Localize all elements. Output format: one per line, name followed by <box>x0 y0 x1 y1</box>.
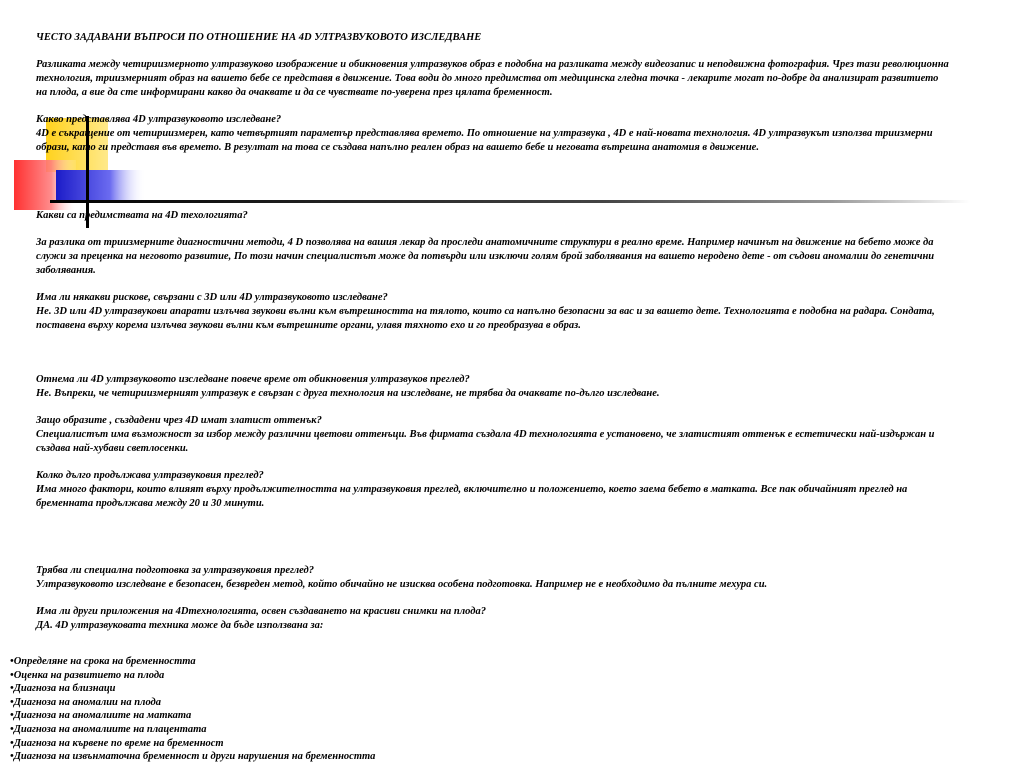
faq-answer-line: ДА. 4D ултразвуковата техника може да бъде използвана за: <box>36 620 324 631</box>
list-item: •Диагноза на аномалиите на матката <box>10 710 192 722</box>
faq-question: Трябва ли специална подготовка за ултразвуковия преглед? <box>36 565 314 576</box>
faq-answer-line: Не. 3D или 4D ултразвукови апарати излъчва звукови вълни към вътрешността на тялото, които са напълно безопасни за вас и за вашето дете. Технологията е подобна на радара. Сондата, <box>36 306 935 317</box>
faq-answer-line: заболявания. <box>36 265 96 276</box>
list-item: •Диагноза на аномалии на плода <box>10 696 162 708</box>
blue-block <box>56 170 146 200</box>
bullet-icon: • <box>10 723 14 735</box>
faq-answer-line: създава най-хубави светлосенки. <box>36 443 189 454</box>
faq-answer-line: Има много фактори, които влияят върху продължителността на ултразвуковия преглед, включително и положението, което заема бебето в матката. Все пак обичайният преглед на <box>36 484 908 495</box>
faq-answer-line: служи за преценка на неговото развитие, По този начин специалистът може да потвърди или изключи голям брой заболявания на вашето неродено дете - от съдови аномалии до генетични <box>36 251 935 262</box>
horizontal-rule <box>50 200 970 203</box>
bullet-icon: • <box>10 669 14 681</box>
faq-answer-line: За разлика от триизмерните диагностични методи, 4 D позволява на вашия лекар да проследи анатомичните структури в реално време. Например начинът на движение на бебето може да <box>36 237 934 248</box>
intro-line: на плода, а вие да сте информирани какво да очаквате и да се чувствате по-уверена през цялата бременност. <box>36 87 553 98</box>
faq-question: Отнема ли 4D ултрзвуковото изследване повече време от обикновения ултразвуков преглед? <box>36 374 470 385</box>
bullet-icon: • <box>10 751 14 763</box>
list-item: •Определяне на срока на бременността <box>10 656 196 667</box>
faq-answer-line: Ултразвуковото изследване е безопасен, безвреден метод, който обичайно не изисква особена подготовка. Например не е необходимо да пълните мехура си. <box>36 579 768 590</box>
faq-answer-line: 4D е съкращение от четириизмерен, като четвъртият параметър представлява времето. По отношение на ултразвука , 4D е най-новата технология. 4D ултразвукът използва триизмерни <box>36 128 933 139</box>
faq-answer-line: Специалистът има възможност за избор между различни цветови оттенъци. Във фирмата създала 4D технологията е установено, че златистият оттенък е естетически най-издържан и <box>36 429 935 440</box>
bullet-icon: • <box>10 656 14 667</box>
document-title: ЧЕСТО ЗАДАВАНИ ВЪПРОСИ ПО ОТНОШЕНИЕ НА 4D УЛТРАЗВУКОВОТО ИЗСЛЕДВАНЕ <box>36 32 482 43</box>
faq-answer-line: бременната продължава между 20 и 30 минути. <box>36 498 265 509</box>
bullet-icon: • <box>10 710 14 722</box>
faq-question: Защо образите , създадени чрез 4D имат златист оттенък? <box>36 415 322 426</box>
list-item: •Оценка на развитието на плода <box>10 669 165 681</box>
bullet-icon: • <box>10 696 14 708</box>
faq-question: Какви са предимствата на 4D техологията? <box>36 210 248 221</box>
faq-answer-line: поставена върху корема излъчва звукови вълни към вътрешните органи, улавя тяхното ехо и го преобразува в образ. <box>36 320 581 331</box>
faq-answer-line: Не. Въпреки, че четириизмерният ултразвук е свързан с друга технология на изследване, не трябва да очаквате по-дълго изследване. <box>36 388 660 399</box>
faq-question: Има ли други приложения на 4Dтехнологията, освен създаването на красиви снимки на плода? <box>36 606 486 617</box>
intro-line: технология, триизмерният образ на вашето бебе се представя в движение. Това води до много предимства от медицинска гледна точка - лекарите могат по-добре да анализират развитието <box>36 73 939 84</box>
bullet-icon: • <box>10 683 14 695</box>
faq-question: Какво представлява 4D ултразвуковото изследване? <box>36 114 282 125</box>
faq-question: Има ли някакви рискове, свързани с 3D или 4D ултразвуковото изследване? <box>36 292 388 303</box>
intro-line: Разликата между четириизмерното ултразвуково изображение и обикновения ултразвуков образ е подобна на разликата между видеозапис и неподвижна фотография. Чрез тази революционна <box>36 59 949 70</box>
faq-answer-line: образи, като ги представя във времето. В резултат на това се създава напълно реален образ на вашето бебе и неговата вътрешна анатомия в движение. <box>36 142 759 153</box>
applications-list <box>10 655 375 764</box>
list-item: •Диагноза на извънматочна бременност и други нарушения на бременността <box>10 751 376 763</box>
list-item: •Диагноза на аномалиите на плацентата <box>10 723 207 735</box>
bullet-icon: • <box>10 737 14 749</box>
faq-question: Колко дълго продължава ултразвуковия преглед? <box>36 470 264 481</box>
list-item: •Диагноза на близнаци <box>10 683 116 695</box>
list-item: •Диагноза на кървене по време на бременност <box>10 737 224 749</box>
